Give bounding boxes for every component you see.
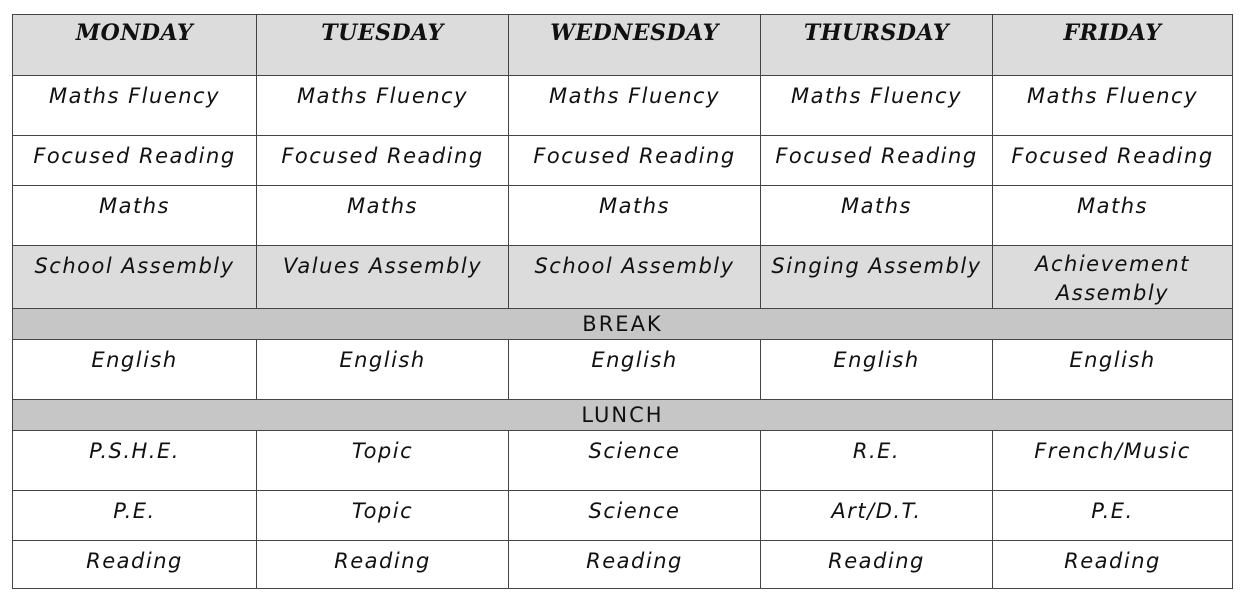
lesson-cell: Reading (257, 541, 509, 589)
lesson-cell: English (993, 340, 1233, 400)
lesson-cell: Science (509, 491, 761, 541)
lesson-row-afternoon-2 (13, 491, 1233, 541)
lesson-cell: School Assembly (13, 246, 257, 309)
day-header-monday: MONDAY (13, 15, 257, 76)
day-header-friday: FRIDAY (993, 15, 1233, 76)
lesson-cell: Maths Fluency (257, 76, 509, 136)
lesson-cell: School Assembly (509, 246, 761, 309)
lesson-cell: Maths Fluency (993, 76, 1233, 136)
lesson-cell: P.E. (13, 491, 257, 541)
lesson-cell: Values Assembly (257, 246, 509, 309)
lesson-cell: Topic (257, 491, 509, 541)
lesson-cell: Maths (13, 186, 257, 246)
lesson-row-reading (13, 541, 1233, 589)
lesson-row-maths (13, 186, 1233, 246)
day-header-row (13, 15, 1233, 76)
weekly-timetable (12, 14, 1233, 589)
lesson-row-focused-reading (13, 136, 1233, 186)
lunch-label: LUNCH (13, 400, 1233, 431)
lesson-cell: Reading (13, 541, 257, 589)
lunch-row (13, 400, 1233, 431)
lesson-cell: Reading (761, 541, 993, 589)
lesson-cell: Art/D.T. (761, 491, 993, 541)
lesson-cell: English (509, 340, 761, 400)
lesson-cell: French/Music (993, 431, 1233, 491)
lesson-cell: English (13, 340, 257, 400)
lesson-row-afternoon-1 (13, 431, 1233, 491)
lesson-cell: Focused Reading (257, 136, 509, 186)
lesson-cell: Maths (993, 186, 1233, 246)
lesson-cell: Focused Reading (761, 136, 993, 186)
lesson-cell: Maths Fluency (509, 76, 761, 136)
lesson-cell: English (761, 340, 993, 400)
lesson-cell: Achievement Assembly (993, 246, 1233, 309)
lesson-cell: Focused Reading (993, 136, 1233, 186)
lesson-cell: Reading (993, 541, 1233, 589)
lesson-cell: Maths (761, 186, 993, 246)
lesson-cell: Focused Reading (13, 136, 257, 186)
lesson-cell: Maths Fluency (761, 76, 993, 136)
lesson-cell: P.E. (993, 491, 1233, 541)
lesson-row-maths-fluency (13, 76, 1233, 136)
lesson-cell: Reading (509, 541, 761, 589)
lesson-cell: Topic (257, 431, 509, 491)
break-row (13, 309, 1233, 340)
lesson-cell: Maths Fluency (13, 76, 257, 136)
lesson-cell: Focused Reading (509, 136, 761, 186)
day-header-thursday: THURSDAY (761, 15, 993, 76)
day-header-tuesday: TUESDAY (257, 15, 509, 76)
lesson-row-assembly (13, 246, 1233, 309)
lesson-cell: Maths (257, 186, 509, 246)
break-label: BREAK (13, 309, 1233, 340)
lesson-row-english (13, 340, 1233, 400)
lesson-cell: R.E. (761, 431, 993, 491)
lesson-cell: Singing Assembly (761, 246, 993, 309)
day-header-wednesday: WEDNESDAY (509, 15, 761, 76)
lesson-cell: Science (509, 431, 761, 491)
lesson-cell: English (257, 340, 509, 400)
lesson-cell: Maths (509, 186, 761, 246)
lesson-cell: P.S.H.E. (13, 431, 257, 491)
